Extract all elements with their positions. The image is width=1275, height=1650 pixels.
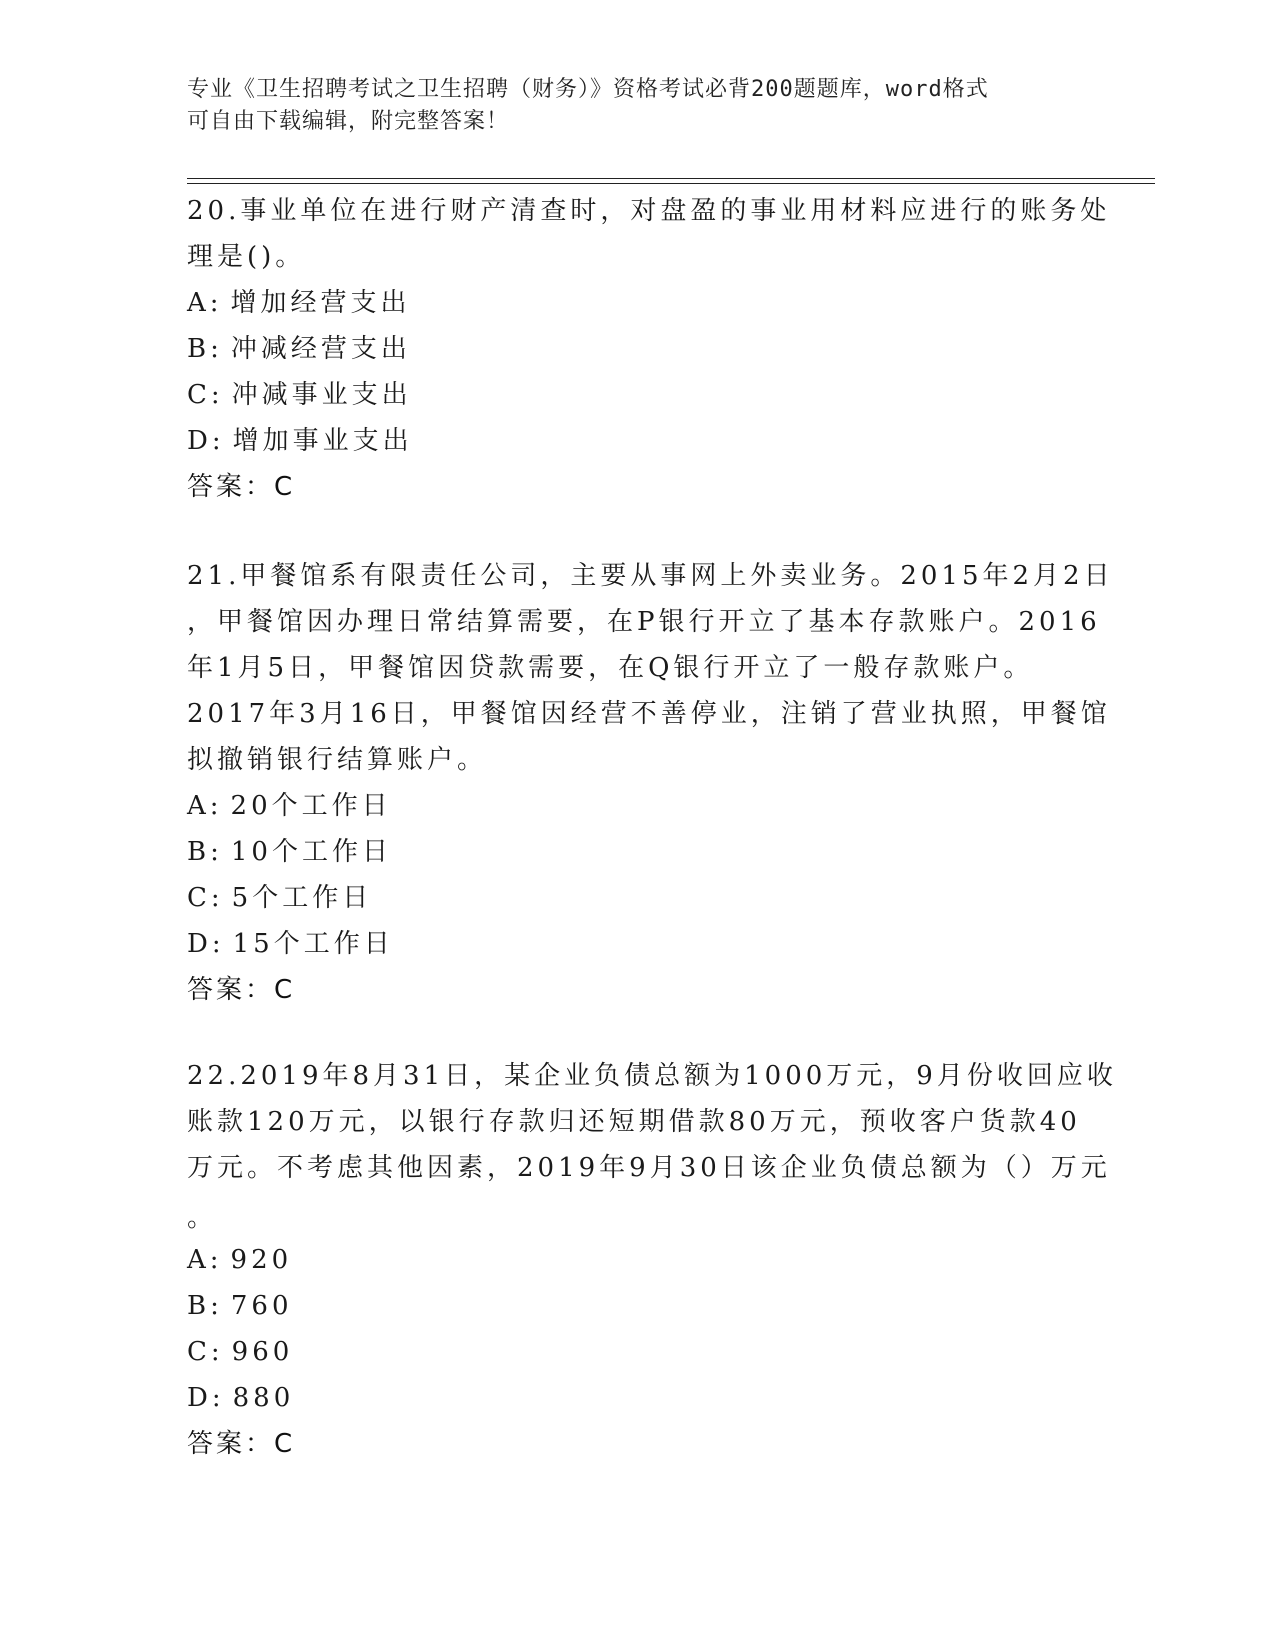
- question-text-line: 拟撤销银行结算账户。: [187, 745, 488, 775]
- question-text-line: 。: [187, 1203, 218, 1233]
- question-text-line: 20.事业单位在进行财产清查时，对盘盈的事业用材料应进行的账务处: [187, 196, 1111, 226]
- answer-line: 答案：C: [187, 1429, 296, 1459]
- option-text: 10个工作日: [230, 837, 392, 867]
- option-text: 15个工作日: [232, 929, 394, 959]
- option-c: C: 5个工作日: [187, 875, 1087, 921]
- option-letter: D: [187, 1383, 212, 1413]
- option-letter: C: [187, 380, 211, 410]
- option-d: D: 增加事业支出: [187, 418, 1087, 464]
- question-text-line: 2017年3月16日，甲餐馆因经营不善停业，注销了营业执照，甲餐馆: [187, 699, 1111, 729]
- header-line-2: 可自由下载编辑，附完整答案！: [187, 109, 510, 134]
- question-text-line: 21.甲餐馆系有限责任公司，主要从事网上外卖业务。2015年2月2日: [187, 561, 1114, 591]
- header-divider-bottom: [187, 183, 1155, 184]
- option-text: 760: [230, 1291, 293, 1321]
- option-c: C: 冲减事业支出: [187, 372, 1087, 418]
- option-text: 920: [230, 1245, 293, 1275]
- option-text: 冲减事业支出: [231, 380, 412, 410]
- option-text: 冲减经营支出: [230, 334, 411, 364]
- document-header: [187, 74, 1067, 138]
- question-21: [187, 553, 1114, 1013]
- option-letter: B: [187, 1291, 211, 1321]
- option-c: C: 960: [187, 1329, 1087, 1375]
- option-letter: A: [187, 1245, 210, 1275]
- option-d: D: 15个工作日: [187, 921, 1087, 967]
- option-b: B: 冲减经营支出: [187, 326, 1087, 372]
- question-text-line: 理是()。: [187, 242, 306, 272]
- option-text: 5个工作日: [231, 883, 373, 913]
- question-text-line: 22.2019年8月31日，某企业负债总额为1000万元，9月份收回应收: [187, 1061, 1117, 1091]
- option-letter: D: [187, 929, 212, 959]
- answer-line: 答案：C: [187, 472, 296, 502]
- option-letter: D: [187, 426, 212, 456]
- header-divider-top: [187, 178, 1155, 179]
- option-letter: B: [187, 334, 211, 364]
- option-letter: C: [187, 1337, 211, 1367]
- header-line-1: 专业《卫生招聘考试之卫生招聘（财务）》资格考试必背200题题库，word格式: [187, 77, 989, 102]
- option-b: B: 10个工作日: [187, 829, 1087, 875]
- question-22: [187, 1053, 1117, 1467]
- option-a: A: 20个工作日: [187, 783, 1087, 829]
- option-text: 880: [232, 1383, 295, 1413]
- question-20: [187, 188, 1111, 510]
- option-letter: B: [187, 837, 211, 867]
- option-b: B: 760: [187, 1283, 1087, 1329]
- answer-line: 答案：C: [187, 975, 296, 1005]
- question-text-line: 年1月5日，甲餐馆因贷款需要，在Q银行开立了一般存款账户。: [187, 653, 1034, 683]
- option-d: D: 880: [187, 1375, 1087, 1421]
- option-letter: A: [187, 791, 210, 821]
- option-letter: A: [187, 288, 210, 318]
- option-text: 960: [231, 1337, 294, 1367]
- question-text-line: 账款120万元，以银行存款归还短期借款80万元，预收客户货款40: [187, 1107, 1081, 1137]
- question-text-line: ，甲餐馆因办理日常结算需要，在P银行开立了基本存款账户。2016: [187, 607, 1101, 637]
- option-letter: C: [187, 883, 211, 913]
- option-text: 20个工作日: [230, 791, 392, 821]
- option-text: 增加经营支出: [230, 288, 411, 318]
- option-text: 增加事业支出: [232, 426, 413, 456]
- option-a: A: 920: [187, 1237, 1087, 1283]
- question-text-line: 万元。不考虑其他因素，2019年9月30日该企业负债总额为（）万元: [187, 1153, 1111, 1183]
- option-a: A: 增加经营支出: [187, 280, 1087, 326]
